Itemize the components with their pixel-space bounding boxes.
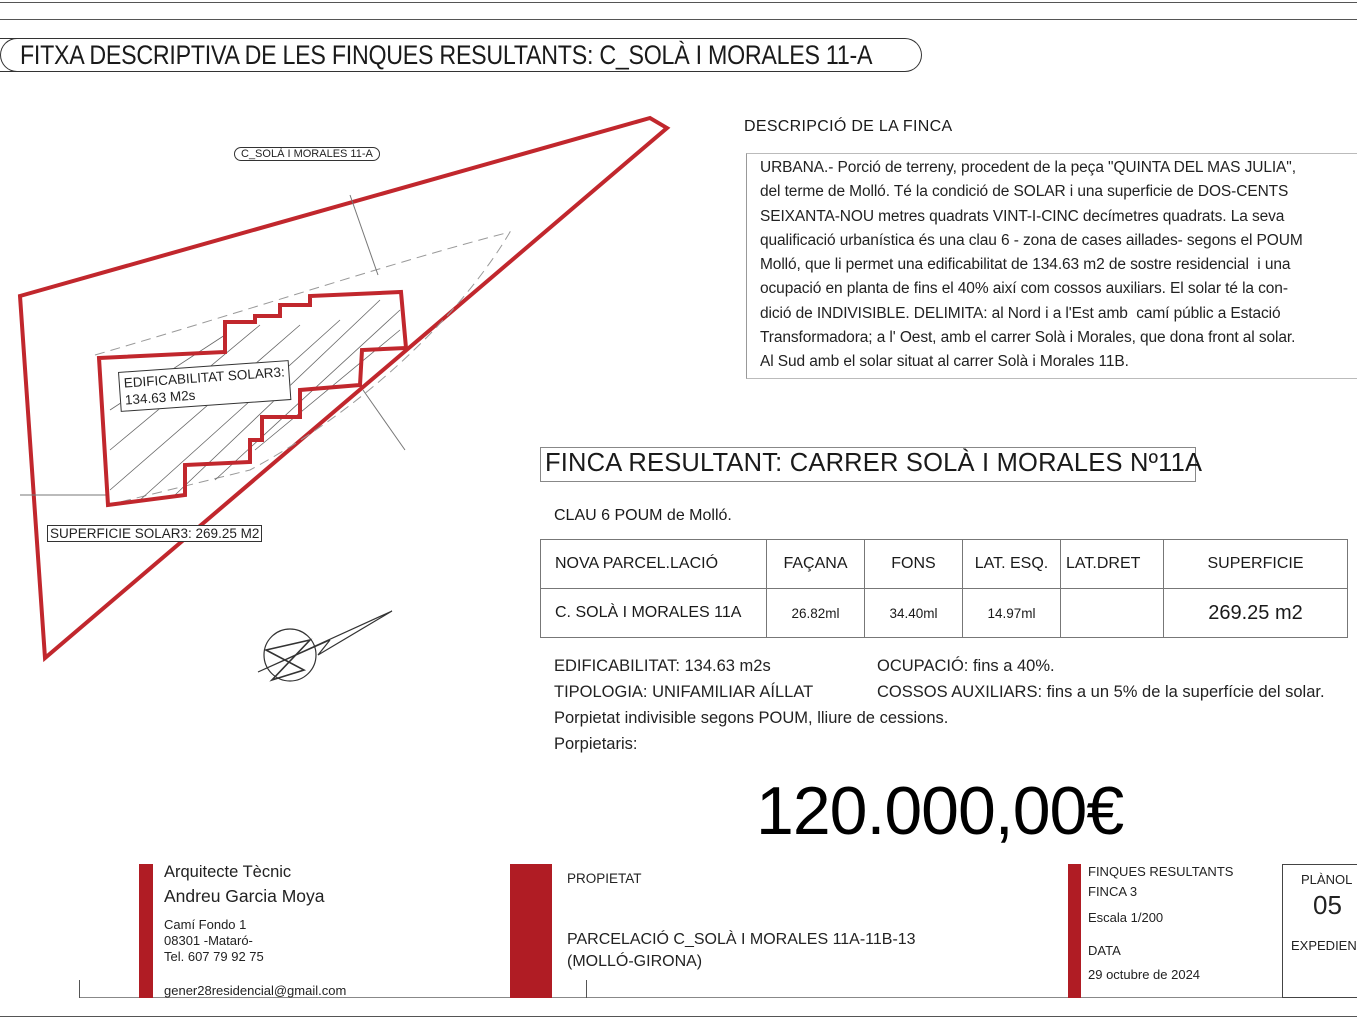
architect-address-2: 08301 -Mataró- bbox=[164, 933, 253, 948]
footer-tick bbox=[586, 980, 587, 998]
expedient-label: EXPEDIEN bbox=[1291, 938, 1357, 953]
table-cell: C. SOLÀ I MORALES 11A bbox=[541, 589, 767, 638]
table-cell bbox=[1061, 589, 1164, 638]
table-cell: 26.82ml bbox=[767, 589, 865, 638]
table-header-cell: SUPERFICIE bbox=[1164, 540, 1348, 589]
date-label: DATA bbox=[1088, 943, 1121, 958]
top-rule-2 bbox=[0, 19, 1357, 20]
description-heading: DESCRIPCIÓ DE LA FINCA bbox=[744, 118, 953, 135]
top-rule bbox=[0, 2, 1357, 3]
result-title: FINCA RESULTANT: CARRER SOLÀ I MORALES Nº11A bbox=[545, 449, 1203, 477]
edificability-label-line1: EDIFICABILITAT SOLAR3: bbox=[123, 364, 286, 391]
table-header-row bbox=[541, 540, 1348, 589]
architect-role: Arquitecte Tècnic bbox=[164, 863, 292, 881]
zoning-key: CLAU 6 POUM de Molló. bbox=[554, 507, 732, 524]
footer-accent-bar bbox=[139, 864, 153, 998]
propietat-label: PROPIETAT bbox=[567, 871, 642, 886]
finca-number: FINCA 3 bbox=[1088, 884, 1138, 899]
parcel-table bbox=[540, 539, 1348, 638]
table-cell: 34.40ml bbox=[865, 589, 963, 638]
table-cell: 269.25 m2 bbox=[1164, 589, 1348, 638]
table-header-cell: FONS bbox=[865, 540, 963, 589]
info-edificabilitat: EDIFICABILITAT: 134.63 m2s bbox=[554, 657, 771, 675]
table-header-cell: FAÇANA bbox=[767, 540, 865, 589]
page-title: FITXA DESCRIPTIVA DE LES FINQUES RESULTANTS: C_SOLÀ I MORALES 11-A bbox=[20, 40, 873, 70]
scale: Escala 1/200 bbox=[1088, 910, 1164, 925]
date-value: 29 octubre de 2024 bbox=[1088, 967, 1201, 982]
price: 120.000,00€ bbox=[756, 773, 1124, 849]
architect-address-1: Camí Fondo 1 bbox=[164, 917, 247, 932]
description-text: URBANA.- Porció de terreny, procedent de la peça "QUINTA DEL MAS JULIA", del terme de Molló. Té la condició de SOLAR i una superficie de DOS-CENTS SEIXANTA-NOU metres quadrats VINT-I-CINC decímetres quadrats. La seva qualificació urbanística és una clau 6 - zona de cases aillades- segons el POUM Molló, que li permet una edificabilitat de 134.63 m2 de sostre residencial i una ocupació en planta de fins el 40% així com cossos auxiliars. El solar té la con- dició de INDIVISIBLE. DELIMITA: al Nord i a l'Est amb camí públic a Estació Transformadora; a l' Oest, amb el carrer Solà i Morales, que dona front al solar. Al Sud amb el solar situat al carrer Solà i Morales 11B. bbox=[760, 159, 1303, 371]
table-header-cell: LAT.DRET bbox=[1061, 540, 1164, 589]
table-row bbox=[541, 589, 1348, 638]
project-name: PARCELACIÓ C_SOLÀ I MORALES 11A-11B-13 bbox=[567, 931, 916, 948]
street-label: C_SOLÀ I MORALES 11-A bbox=[234, 147, 380, 161]
info-propietaris: Porpietaris: bbox=[554, 735, 638, 753]
dimension-line bbox=[363, 390, 405, 450]
architect-email: gener28residencial@gmail.com bbox=[164, 983, 347, 998]
surface-label: SUPERFICIE SOLAR3: 269.25 M2 bbox=[47, 525, 262, 542]
table-header-cell: LAT. ESQ. bbox=[963, 540, 1061, 589]
north-arrow-icon bbox=[258, 611, 392, 681]
architect-name: Andreu Garcia Moya bbox=[164, 886, 325, 906]
dimension-line bbox=[350, 195, 378, 275]
info-tipologia: TIPOLOGIA: UNIFAMILIAR AÍLLAT bbox=[554, 683, 814, 701]
footer-bottom-rule bbox=[0, 1016, 1357, 1017]
table-header-cell: NOVA PARCEL.LACIÓ bbox=[541, 540, 767, 589]
footer-tick bbox=[79, 980, 80, 998]
footer-accent-bar bbox=[510, 864, 552, 998]
info-cossos: COSSOS AUXILIARS: fins a un 5% de la superfície del solar. bbox=[877, 683, 1325, 701]
edificability-label-line2: 134.63 M2s bbox=[124, 387, 196, 408]
architect-phone: Tel. 607 79 92 75 bbox=[164, 949, 264, 964]
finques-title: FINQUES RESULTANTS bbox=[1088, 864, 1234, 879]
table-cell: 14.97ml bbox=[963, 589, 1061, 638]
plan-label: PLÀNOL bbox=[1301, 872, 1353, 887]
plan-number: 05 bbox=[1313, 890, 1342, 920]
footer-accent-bar bbox=[1068, 864, 1081, 998]
project-location: (MOLLÓ-GIRONA) bbox=[567, 953, 703, 970]
info-propietat: Porpietat indivisible segons POUM, lliure de cessions. bbox=[554, 709, 949, 727]
info-ocupacio: OCUPACIÓ: fins a 40%. bbox=[877, 657, 1055, 675]
